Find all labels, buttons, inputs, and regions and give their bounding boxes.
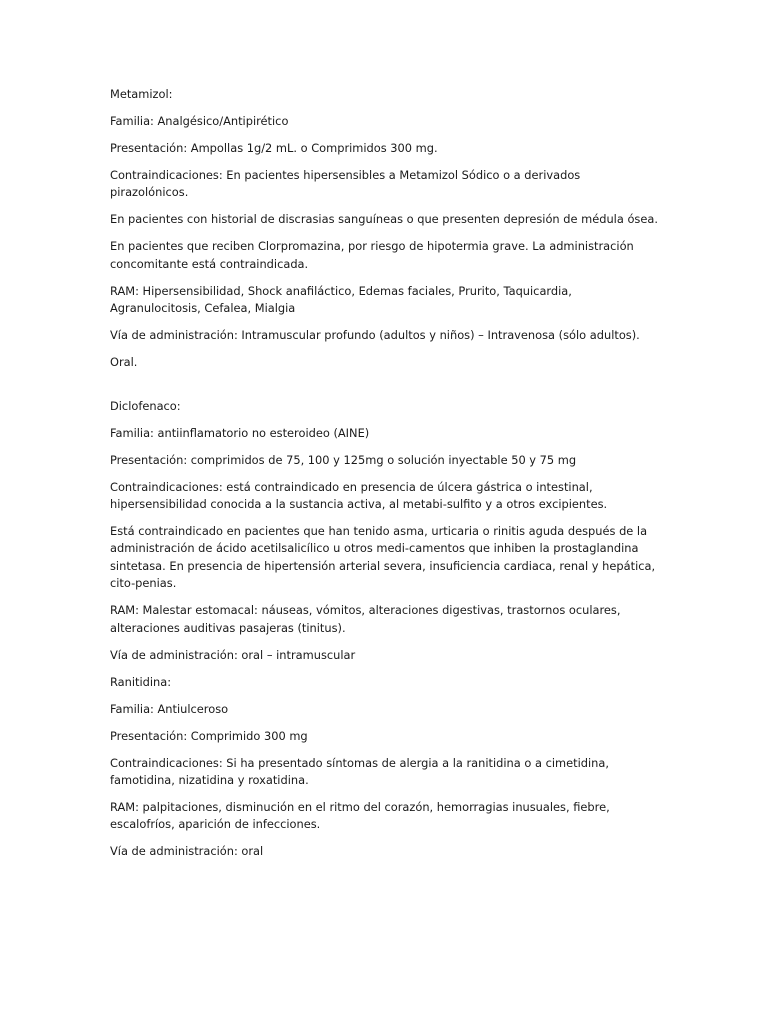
ram-line: RAM: Malestar estomacal: náuseas, vómitos, alteraciones digestivas, trastornos oculares, alteraciones auditivas pasajeras (tinitus). [110, 603, 621, 635]
contraindicaciones-line: Contraindicaciones: Si ha presentado síntomas de alergia a la ranitidina o a cimetidina, famotidina, nizatidina y roxatidina. [110, 755, 609, 788]
familia-line: Familia: Analgésico/Antipirético [110, 114, 289, 128]
contraindicaciones-line: Contraindicaciones: En pacientes hipersensibles a Metamizol Sódico o a derivados pirazolónicos. [110, 168, 581, 200]
via-line: Vía de administración: oral [110, 844, 264, 859]
familia-line: Familia: antiinflamatorio no esteroideo (AINE) [110, 425, 370, 440]
document-body [110, 86, 658, 870]
via-line-continued: Oral. [110, 355, 138, 370]
via-line: Vía de administración: oral – intramuscular [110, 647, 356, 662]
presentacion-line: Presentación: Ampollas 1g/2 mL. o Comprimidos 300 mg. [110, 141, 438, 155]
contraindicaciones-line: Contraindicaciones: está contraindicado en presencia de úlcera gástrica o intestinal, hipersensibilidad conocida a la sustancia activa, al metabi-sulfito y a otros excipientes. [110, 479, 608, 512]
contraindicaciones-paragraph: En pacientes con historial de discrasias sanguíneas o que presenten depresión de médula ósea. [110, 212, 658, 227]
ram-line: RAM: palpitaciones, disminución en el ritmo del corazón, hemorragias inusuales, fiebre, escalofríos, aparición de infecciones. [110, 800, 610, 832]
drug-heading: Ranitidina: [110, 674, 172, 689]
contraindicaciones-paragraph: En pacientes que reciben Clorpromazina, por riesgo de hipotermia grave. La administración concomitante está contraindicada. [110, 239, 634, 271]
ram-line: RAM: Hipersensibilidad, Shock anafiláctico, Edemas faciales, Prurito, Taquicardia, Agranulocitosis, Cefalea, Mialgia [110, 283, 572, 316]
via-line: Vía de administración: Intramuscular profundo (adultos y niños) – Intravenosa (sólo adultos). [110, 328, 640, 343]
contraindicaciones-paragraph: Está contraindicado en pacientes que han tenido asma, urticaria o rinitis aguda después de la administración de ácido acetilsalicílico u otros medi-camentos que inhiben la prostaglandina sintetasa. En presencia de hipertensión arterial severa, insuficiencia cardiaca, renal y hepática, cito-penias. [110, 524, 656, 591]
familia-line: Familia: Antiulceroso [110, 701, 229, 716]
section-metamizol [110, 86, 658, 372]
section-ranitidina [110, 674, 658, 861]
drug-heading: Diclofenaco: [110, 398, 181, 413]
section-diclofenaco [110, 398, 658, 664]
presentacion-line: Presentación: Comprimido 300 mg [110, 728, 308, 743]
drug-heading: Metamizol: [110, 87, 173, 101]
presentacion-line: Presentación: comprimidos de 75, 100 y 125mg o solución inyectable 50 y 75 mg [110, 452, 577, 467]
